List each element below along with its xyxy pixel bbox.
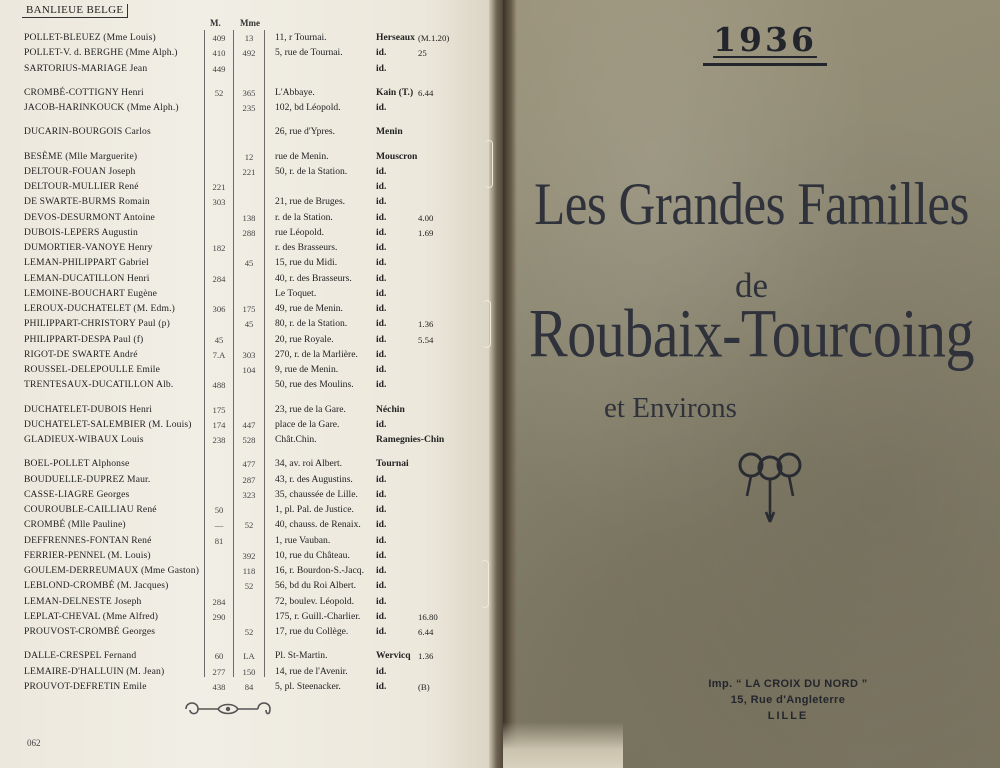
locality: id. [376, 488, 387, 500]
column-m-value: 175 [212, 404, 226, 415]
directory-row [0, 150, 497, 164]
directory-row [0, 46, 497, 60]
column-m-value: 182 [212, 243, 226, 253]
address: r. de la Station. [275, 211, 333, 223]
directory-row [0, 433, 497, 447]
column-mme-value: 477 [242, 459, 256, 470]
person-name: ROUSSEL-DELEPOULLE Emile [24, 364, 161, 375]
address: 56, bd du Roi Albert. [275, 580, 357, 592]
printer-imprint [643, 676, 933, 724]
address: L'Abbaye. [275, 86, 315, 98]
directory-row [0, 241, 497, 255]
cover-worn-corner [503, 722, 623, 768]
cover-year-block [703, 20, 827, 66]
column-m-value: 303 [212, 197, 226, 208]
extra-note: 1.36 [418, 651, 434, 662]
cover-title-de: de [734, 266, 769, 305]
cover-title-line-1: Les Grandes Familles [534, 171, 969, 239]
person-name: PHILIPPART-DESPA Paul (f) [24, 333, 144, 345]
address: 11, r Tournai. [275, 32, 327, 43]
address: rue Léopold. [275, 226, 325, 238]
person-name: PROUVOT-DEFRETIN Emile [24, 680, 147, 692]
column-mme-value: 323 [242, 489, 256, 500]
person-name: DEVOS-DESURMONT Antoine [24, 211, 155, 223]
person-name: LEMOINE-BOUCHART Eugène [24, 287, 157, 299]
person-name: BOEL-POLLET Alphonse [24, 458, 130, 470]
directory-row [0, 165, 497, 179]
directory-row [0, 488, 497, 502]
column-mme-value: 118 [242, 566, 256, 576]
column-mme-value: LA [243, 651, 255, 662]
directory-row [0, 549, 497, 563]
address: 16, r. Bourdon-S.-Jacq. [275, 565, 364, 576]
person-name: LEMAN-PHILIPPART Gabriel [24, 257, 149, 269]
column-mme-value: 365 [242, 87, 256, 98]
directory-row [0, 680, 497, 694]
address: Le Toquet. [275, 287, 317, 299]
directory-row [0, 195, 497, 209]
directory-row [0, 518, 497, 532]
column-m-value: 284 [212, 596, 226, 607]
address: 72, boulev. Léopold. [275, 595, 355, 607]
column-m-value: 174 [212, 419, 226, 430]
locality: id. [376, 473, 387, 485]
printer-name: Imp. “ LA CROIX DU NORD ” [708, 678, 868, 690]
person-name: DALLE-CRESPEL Fernand [24, 650, 137, 662]
locality: id. [376, 348, 387, 360]
column-mme-value: 45 [244, 319, 254, 330]
extra-note: 4.00 [418, 212, 434, 223]
directory-row [0, 610, 497, 624]
address: 102, bd Léopold. [275, 102, 341, 113]
binding-thread [481, 560, 489, 608]
address: 50, rue des Moulins. [275, 379, 354, 391]
directory-row [0, 473, 497, 487]
column-mme-value: 104 [242, 365, 256, 375]
directory-row [0, 457, 497, 471]
address: 21, rue de Bruges. [275, 196, 346, 208]
address: r. des Brasseurs. [275, 242, 338, 253]
extra-note: 6.44 [418, 627, 434, 637]
person-name: SARTORIUS-MARIAGE Jean [24, 62, 148, 74]
address: 26, rue d'Ypres. [275, 126, 335, 138]
locality: id. [376, 287, 387, 299]
locality: id. [376, 610, 387, 622]
person-name: DUCHATELET-DUBOIS Henri [24, 403, 153, 415]
address: 175, r. Guill.-Charlier. [275, 610, 361, 622]
person-name: CASSE-LIAGRE Georges [24, 488, 130, 500]
person-name: DEFFRENNES-FONTAN René [24, 534, 152, 546]
column-m-value: 50 [214, 505, 224, 515]
locality: id. [376, 226, 387, 238]
locality: id. [376, 379, 387, 391]
page-number: 062 [27, 738, 41, 748]
locality: Kain (T.) [376, 86, 414, 98]
extra-note: 16.80 [418, 611, 438, 622]
person-name: RIGOT-DE SWARTE André [24, 348, 138, 360]
directory-row [0, 256, 497, 270]
locality: id. [376, 680, 387, 692]
locality: id. [376, 102, 387, 113]
column-m-value: 238 [212, 435, 226, 445]
column-m-value: 306 [212, 304, 226, 314]
address: 49, rue de Menin. [275, 303, 343, 314]
locality: id. [376, 418, 387, 430]
column-mme-value: 52 [244, 627, 254, 637]
person-name: LEBLOND-CROMBÉ (M. Jacques) [24, 580, 169, 592]
locality: Ramegnies-Chin [376, 434, 445, 445]
person-name: LEMAN-DELNESTE Joseph [24, 595, 142, 607]
cover-title-line-3: et Environs [604, 392, 737, 424]
column-m-value: 284 [212, 273, 226, 284]
extra-note: 6.44 [418, 87, 434, 98]
column-mme-value: 392 [242, 550, 256, 561]
column-m-value: 410 [212, 48, 226, 59]
person-name: DELTOUR-MULLIER René [24, 181, 139, 192]
locality: Mouscron [376, 150, 418, 162]
directory-row [0, 595, 497, 609]
address: 35, chaussée de Lille. [275, 488, 358, 500]
address: 40, r. des Brasseurs. [275, 272, 352, 284]
extra-note: 5.54 [418, 334, 434, 345]
locality: id. [376, 595, 387, 607]
printer-address: 15, Rue d'Angleterre [730, 694, 846, 706]
column-mme-value: 175 [242, 304, 256, 314]
column-mme-value: 13 [244, 33, 254, 43]
address: 17, rue du Collège. [275, 626, 349, 637]
column-mme-value: 150 [242, 666, 256, 677]
locality: Wervicq [376, 650, 411, 662]
person-name: DE SWARTE-BURMS Romain [24, 196, 150, 208]
cover-title-line-2: Roubaix-Tourcoing [529, 295, 974, 372]
column-m-value: 290 [212, 611, 226, 622]
person-name: DUCHATELET-SALEMBIER (M. Louis) [24, 418, 192, 430]
column-mme-value: 45 [244, 258, 254, 269]
column-mme-value: 138 [242, 212, 256, 223]
column-mme-value: 84 [244, 681, 254, 692]
locality: id. [376, 257, 387, 269]
address: Pl. St-Martin. [275, 650, 328, 662]
directory-row [0, 272, 497, 286]
person-name: DUBOIS-LEPERS Augustin [24, 226, 138, 238]
directory-row [0, 579, 497, 593]
binding-thread [485, 140, 493, 188]
directory-list [0, 0, 497, 700]
column-mme-value: 52 [244, 520, 254, 531]
extra-note: (M.1.20) [418, 33, 450, 43]
printer-city: LILLE [767, 710, 809, 722]
person-name: BESÈME (Mlle Marguerite) [24, 150, 138, 162]
directory-row [0, 503, 497, 517]
person-name: POLLET-V. d. BERGHE (Mme Alph.) [24, 47, 178, 59]
directory-row [0, 665, 497, 679]
column-m-value: 488 [212, 380, 226, 391]
extra-note: 1.69 [418, 227, 434, 238]
column-mme-value: 447 [242, 419, 256, 430]
address: 9, rue de Menin. [275, 364, 339, 375]
person-name: LEROUX-DUCHATELET (M. Edm.) [24, 303, 175, 314]
locality: id. [376, 303, 387, 314]
locality: id. [376, 47, 387, 59]
address: 5, pl. Steenacker. [275, 680, 341, 692]
locality: id. [376, 534, 387, 546]
extra-note: 25 [418, 48, 427, 59]
directory-row [0, 403, 497, 417]
column-m-value: 277 [212, 666, 226, 677]
person-name: FERRIER-PENNEL (M. Louis) [24, 549, 151, 561]
address: place de la Gare. [275, 418, 340, 430]
person-name: TRENTESAUX-DUCATILLON Alb. [24, 379, 174, 391]
column-m-value: 52 [214, 87, 224, 98]
locality: id. [376, 196, 387, 208]
column-m-value: 7.A [212, 349, 226, 360]
directory-row [0, 125, 497, 139]
locality: Tournai [376, 458, 409, 470]
person-name: DELTOUR-FOUAN Joseph [24, 165, 136, 177]
locality: id. [376, 626, 387, 637]
directory-row [0, 317, 497, 331]
person-name: LEPLAT-CHEVAL (Mme Alfred) [24, 610, 159, 622]
address: 20, rue Royale. [275, 333, 334, 345]
column-header-mme: Mme [240, 18, 260, 28]
person-name: COUROUBLE-CAILLIAU René [24, 504, 157, 515]
address: 50, r. de la Station. [275, 165, 348, 177]
directory-row [0, 348, 497, 362]
directory-row [0, 226, 497, 240]
person-name: CROMBÉ (Mlle Pauline) [24, 519, 126, 531]
locality: id. [376, 62, 387, 74]
directory-row [0, 564, 497, 578]
address: 80, r. de la Station. [275, 318, 348, 330]
extra-note: (B) [418, 681, 430, 692]
locality: id. [376, 333, 387, 345]
cover-torn-edge [503, 0, 517, 768]
locality: id. [376, 549, 387, 561]
column-m-value: 45 [214, 334, 224, 345]
address: 15, rue du Midi. [275, 257, 338, 269]
column-mme-value: 303 [242, 349, 256, 360]
person-name: PROUVOST-CROMBÉ Georges [24, 626, 156, 637]
year-rule [703, 63, 827, 66]
directory-row [0, 211, 497, 225]
person-name: PHILIPPART-CHRISTORY Paul (p) [24, 318, 170, 330]
ornament-flourish-icon [178, 697, 278, 721]
address: 43, r. des Augustins. [275, 473, 353, 485]
person-name: DUCARIN-BOURGOIS Carlos [24, 126, 151, 138]
person-name: LEMAIRE-D'HALLUIN (M. Jean) [24, 665, 165, 677]
column-mme-value: 288 [242, 227, 256, 238]
column-m-value: 438 [212, 681, 226, 692]
directory-row [0, 287, 497, 301]
column-m-value: 221 [212, 182, 226, 192]
locality: id. [376, 519, 387, 531]
address: 14, rue de l'Avenir. [275, 665, 348, 677]
directory-row [0, 86, 497, 100]
locality: id. [376, 165, 387, 177]
locality: id. [376, 242, 387, 253]
column-m-value: 81 [214, 535, 224, 546]
column-m-value: — [214, 520, 224, 531]
locality: id. [376, 181, 387, 192]
directory-row [0, 625, 497, 639]
person-name: JACOB-HARINKOUCK (Mme Alph.) [24, 102, 179, 113]
person-name: DUMORTIER-VANOYE Henry [24, 242, 153, 253]
column-mme-value: 492 [242, 48, 256, 59]
address: Chât.Chin. [275, 434, 317, 445]
three-ring-emblem-icon [735, 450, 805, 526]
directory-row [0, 180, 497, 194]
column-header-m: M. [210, 18, 221, 28]
address: 1, pl. Pal. de Justice. [275, 504, 354, 515]
locality: id. [376, 565, 387, 576]
book-cover [503, 0, 1000, 768]
locality: id. [376, 272, 387, 284]
address: rue de Menin. [275, 150, 329, 162]
column-mme-value: 287 [242, 474, 256, 485]
column-m-value: 409 [212, 33, 226, 43]
locality: Herseaux [376, 32, 415, 43]
column-m-value: 60 [214, 651, 224, 662]
column-mme-value: 221 [242, 166, 256, 177]
locality: id. [376, 364, 387, 375]
section-label: BANLIEUE BELGE [22, 4, 128, 18]
locality: Menin [376, 126, 403, 138]
directory-row [0, 378, 497, 392]
extra-note: 1.36 [418, 319, 434, 330]
person-name: BOUDUELLE-DUPREZ Maur. [24, 473, 151, 485]
locality: id. [376, 665, 387, 677]
directory-row [0, 333, 497, 347]
address: 40, chauss. de Renaix. [275, 519, 361, 531]
directory-page [0, 0, 497, 768]
column-mme-value: 12 [244, 151, 254, 162]
person-name: CROMBÉ-COTTIGNY Henri [24, 86, 144, 98]
directory-row [0, 62, 497, 76]
locality: Néchin [376, 403, 405, 415]
address: 23, rue de la Gare. [275, 403, 346, 415]
address: 1, rue Vauban. [275, 534, 331, 546]
locality: id. [376, 580, 387, 592]
directory-row [0, 534, 497, 548]
person-name: GLADIEUX-WIBAUX Louis [24, 434, 144, 445]
directory-row [0, 418, 497, 432]
locality: id. [376, 504, 387, 515]
directory-row [0, 649, 497, 663]
column-mme-value: 52 [244, 581, 254, 592]
person-name: POLLET-BLEUEZ (Mme Louis) [24, 32, 156, 43]
column-mme-value: 235 [242, 103, 256, 113]
locality: id. [376, 211, 387, 223]
directory-row [0, 31, 497, 45]
address: 270, r. de la Marlière. [275, 348, 358, 360]
binding-thread [483, 300, 491, 348]
address: 34, av. roi Albert. [275, 458, 343, 470]
column-m-value: 449 [212, 63, 226, 74]
locality: id. [376, 318, 387, 330]
address: 5, rue de Tournai. [275, 47, 343, 59]
address: 10, rue du Château. [275, 549, 350, 561]
directory-row [0, 302, 497, 316]
cover-year: 1936 [713, 20, 817, 59]
column-mme-value: 528 [242, 435, 256, 445]
person-name: GOULEM-DERREUMAUX (Mme Gaston) [24, 565, 200, 576]
directory-row [0, 101, 497, 115]
directory-row [0, 363, 497, 377]
person-name: LEMAN-DUCATILLON Henri [24, 272, 150, 284]
